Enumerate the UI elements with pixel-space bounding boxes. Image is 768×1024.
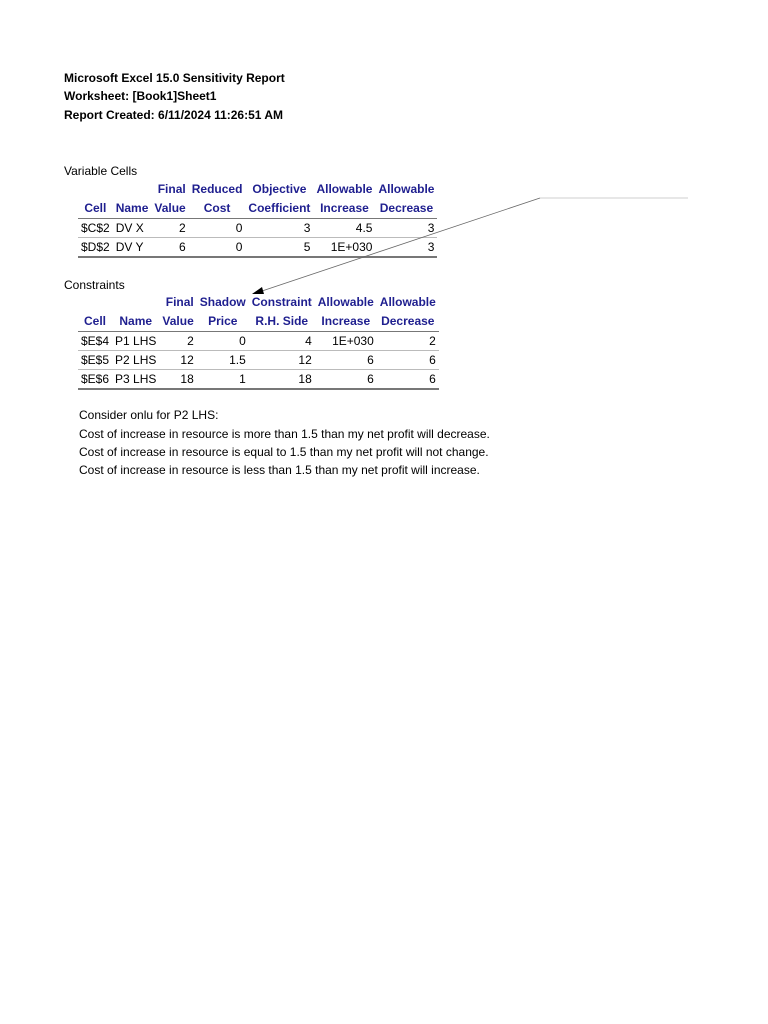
table-cell: P1 LHS — [112, 332, 159, 351]
table-cell: 1E+030 — [313, 238, 375, 258]
header-cell: Constraint — [251, 295, 312, 309]
table-cell: 0 — [189, 219, 246, 238]
header-cell: Name — [113, 199, 152, 219]
header-cell: Reduced — [191, 182, 243, 196]
table-cell: DV Y — [113, 238, 152, 258]
constraints-label: Constraints — [64, 278, 125, 292]
note-line: Cost of increase in resource is equal to 1.5 than my net profit will not change. — [79, 445, 489, 459]
table-cell: 18 — [249, 370, 315, 390]
table-cell: 6 — [315, 370, 377, 390]
table-cell: 12 — [159, 351, 196, 370]
header-cell: Shadow — [199, 295, 246, 309]
table-cell: P2 LHS — [112, 351, 159, 370]
report-created: Report Created: 6/11/2024 11:26:51 AM — [64, 108, 283, 122]
report-title: Microsoft Excel 15.0 Sensitivity Report — [64, 71, 285, 85]
header-cell: Final — [157, 182, 186, 196]
header-cell: Decrease — [377, 312, 439, 332]
table-cell: 6 — [377, 370, 439, 390]
header-cell: Value — [159, 312, 196, 332]
table-cell: 6 — [315, 351, 377, 370]
table-cell: 4 — [249, 332, 315, 351]
header-cell: Coefficient — [245, 199, 313, 219]
table-cell: P3 LHS — [112, 370, 159, 390]
variable-cells-label: Variable Cells — [64, 164, 138, 178]
table-cell: 1.5 — [197, 351, 249, 370]
header-cell: Decrease — [375, 199, 437, 219]
header-cell: Name — [112, 312, 159, 332]
header-cell: R.H. Side — [249, 312, 315, 332]
table-cell: 3 — [245, 219, 313, 238]
table-cell: 5 — [245, 238, 313, 258]
table-cell: 1 — [197, 370, 249, 390]
header-cell: Allowable — [317, 295, 374, 309]
header-cell: Increase — [313, 199, 375, 219]
table-cell: 6 — [377, 351, 439, 370]
table-cell: $D$2 — [78, 238, 113, 258]
note-line: Consider onlu for P2 LHS: — [79, 408, 219, 422]
header-cell: Objective — [252, 182, 307, 196]
header-cell: Cost — [189, 199, 246, 219]
table-cell: $E$5 — [78, 351, 112, 370]
table-cell: $C$2 — [78, 219, 113, 238]
header-cell: Allowable — [379, 295, 436, 309]
table-cell: 0 — [197, 332, 249, 351]
header-cell: Price — [197, 312, 249, 332]
table-cell: DV X — [113, 219, 152, 238]
table-cell: 2 — [159, 332, 196, 351]
table-cell: 6 — [151, 238, 188, 258]
table-cell: 18 — [159, 370, 196, 390]
table-cell: 4.5 — [313, 219, 375, 238]
comment-arrow-line — [262, 198, 540, 291]
header-cell: Value — [151, 199, 188, 219]
header-cell: Allowable — [378, 182, 435, 196]
table-cell: 0 — [189, 238, 246, 258]
note-line: Cost of increase in resource is less than 1.5 than my net profit will increase. — [79, 463, 480, 477]
header-cell: Cell — [78, 199, 113, 219]
header-cell: Final — [165, 295, 194, 309]
arrowhead-icon — [252, 287, 264, 294]
table-cell: 2 — [377, 332, 439, 351]
header-cell: Increase — [315, 312, 377, 332]
header-cell: Cell — [78, 312, 112, 332]
table-cell: 1E+030 — [315, 332, 377, 351]
table-cell: 12 — [249, 351, 315, 370]
table-cell: $E$6 — [78, 370, 112, 390]
table-cell: 3 — [375, 219, 437, 238]
table-cell: 3 — [375, 238, 437, 258]
table-cell: 2 — [151, 219, 188, 238]
table-cell: $E$4 — [78, 332, 112, 351]
header-cell: Allowable — [316, 182, 373, 196]
note-line: Cost of increase in resource is more than 1.5 than my net profit will decrease. — [79, 427, 490, 441]
report-worksheet: Worksheet: [Book1]Sheet1 — [64, 89, 217, 103]
